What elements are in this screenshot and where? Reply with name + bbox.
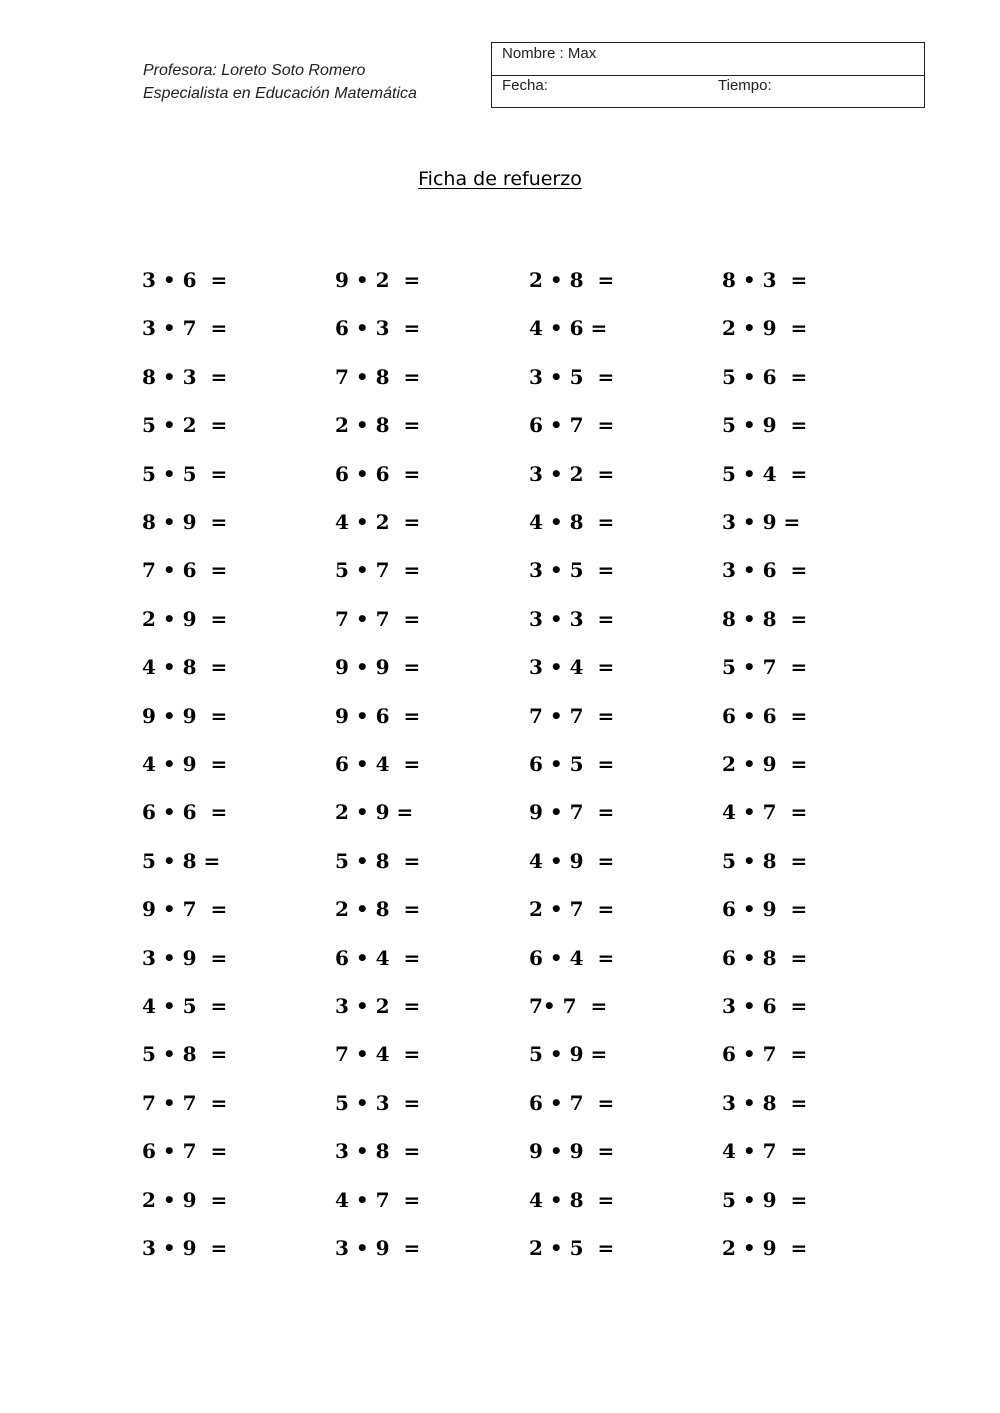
problem-item: 6 • 7 = (722, 1042, 808, 1066)
problem-item: 4 • 7 = (722, 800, 808, 824)
problem-item: 4 • 8 = (529, 510, 615, 534)
problem-item: 6 • 4 = (335, 752, 421, 776)
problem-item: 5 • 6 = (722, 365, 808, 389)
problem-item: 3 • 7 = (142, 316, 228, 340)
problem-item: 2 • 9 = (142, 607, 228, 631)
problem-item: 7 • 8 = (335, 365, 421, 389)
problem-item: 4 • 7 = (335, 1188, 421, 1212)
problem-item: 3 • 4 = (529, 655, 615, 679)
date-field[interactable]: Fecha: (502, 77, 548, 94)
problem-item: 5 • 3 = (335, 1091, 421, 1115)
problem-item: 7 • 7 = (529, 704, 615, 728)
problem-item: 7 • 7 = (335, 607, 421, 631)
problem-item: 7 • 6 = (142, 558, 228, 582)
problem-item: 2 • 9 = (722, 316, 808, 340)
problem-item: 9 • 9 = (142, 704, 228, 728)
problem-item: 6 • 4 = (335, 946, 421, 970)
problem-item: 5 • 5 = (142, 462, 228, 486)
problem-item: 9 • 9 = (529, 1139, 615, 1163)
teacher-name: Profesora: Loreto Soto Romero (143, 62, 366, 79)
problem-item: 5 • 9 = (529, 1042, 608, 1066)
problem-item: 4 • 8 = (142, 655, 228, 679)
problem-item: 3 • 5 = (529, 558, 615, 582)
problem-item: 6 • 7 = (142, 1139, 228, 1163)
problem-item: 2 • 9 = (142, 1188, 228, 1212)
problem-item: 8 • 3 = (722, 268, 808, 292)
problem-item: 4 • 5 = (142, 994, 228, 1018)
problem-item: 6 • 4 = (529, 946, 615, 970)
problem-item: 4 • 2 = (335, 510, 421, 534)
problem-item: 4 • 9 = (142, 752, 228, 776)
problem-item: 4 • 7 = (722, 1139, 808, 1163)
problem-item: 6 • 5 = (529, 752, 615, 776)
problem-item: 2 • 9 = (335, 800, 414, 824)
problem-item: 3 • 9 = (335, 1236, 421, 1260)
problem-item: 2 • 8 = (335, 897, 421, 921)
problem-item: 6 • 7 = (529, 413, 615, 437)
problem-item: 3 • 6 = (142, 268, 228, 292)
problem-item: 3 • 6 = (722, 558, 808, 582)
name-field[interactable]: Nombre : Max (502, 45, 597, 62)
problem-item: 9 • 2 = (335, 268, 421, 292)
teacher-specialty: Especialista en Educación Matemática (143, 85, 417, 102)
problem-item: 2 • 9 = (722, 752, 808, 776)
problem-item: 5 • 9 = (722, 1188, 808, 1212)
time-field[interactable]: Tiempo: (718, 77, 772, 94)
problem-item: 3 • 8 = (335, 1139, 421, 1163)
problem-item: 6 • 6 = (335, 462, 421, 486)
problem-item: 5 • 2 = (142, 413, 228, 437)
problem-item: 2 • 7 = (529, 897, 615, 921)
problem-item: 6 • 6 = (722, 704, 808, 728)
problem-item: 3 • 9 = (722, 510, 801, 534)
problem-item: 5 • 7 = (722, 655, 808, 679)
problem-item: 7• 7 = (529, 994, 608, 1018)
problem-item: 7 • 4 = (335, 1042, 421, 1066)
problem-item: 5 • 8 = (722, 849, 808, 873)
problem-item: 8 • 8 = (722, 607, 808, 631)
problem-item: 6 • 3 = (335, 316, 421, 340)
problem-item: 6 • 9 = (722, 897, 808, 921)
problem-item: 2 • 9 = (722, 1236, 808, 1260)
problem-item: 4 • 8 = (529, 1188, 615, 1212)
problem-item: 9 • 9 = (335, 655, 421, 679)
problem-item: 5 • 4 = (722, 462, 808, 486)
problem-item: 3 • 5 = (529, 365, 615, 389)
problem-item: 4 • 6 = (529, 316, 608, 340)
problem-item: 6 • 8 = (722, 946, 808, 970)
worksheet-title: Ficha de refuerzo (418, 168, 582, 190)
problem-item: 8 • 3 = (142, 365, 228, 389)
problem-item: 6 • 7 = (529, 1091, 615, 1115)
problem-item: 5 • 8 = (142, 1042, 228, 1066)
problem-item: 9 • 7 = (142, 897, 228, 921)
problem-item: 6 • 6 = (142, 800, 228, 824)
problem-item: 5 • 8 = (142, 849, 221, 873)
problem-item: 9 • 7 = (529, 800, 615, 824)
problem-item: 3 • 2 = (335, 994, 421, 1018)
problem-item: 4 • 9 = (529, 849, 615, 873)
problem-item: 2 • 5 = (529, 1236, 615, 1260)
problem-item: 2 • 8 = (335, 413, 421, 437)
problem-item: 3 • 9 = (142, 1236, 228, 1260)
problem-item: 8 • 9 = (142, 510, 228, 534)
problem-item: 3 • 3 = (529, 607, 615, 631)
problem-item: 3 • 6 = (722, 994, 808, 1018)
problem-item: 5 • 9 = (722, 413, 808, 437)
problem-item: 3 • 9 = (142, 946, 228, 970)
problem-item: 3 • 2 = (529, 462, 615, 486)
problem-item: 3 • 8 = (722, 1091, 808, 1115)
problem-item: 5 • 8 = (335, 849, 421, 873)
problem-item: 9 • 6 = (335, 704, 421, 728)
problem-item: 2 • 8 = (529, 268, 615, 292)
problem-item: 7 • 7 = (142, 1091, 228, 1115)
problem-item: 5 • 7 = (335, 558, 421, 582)
